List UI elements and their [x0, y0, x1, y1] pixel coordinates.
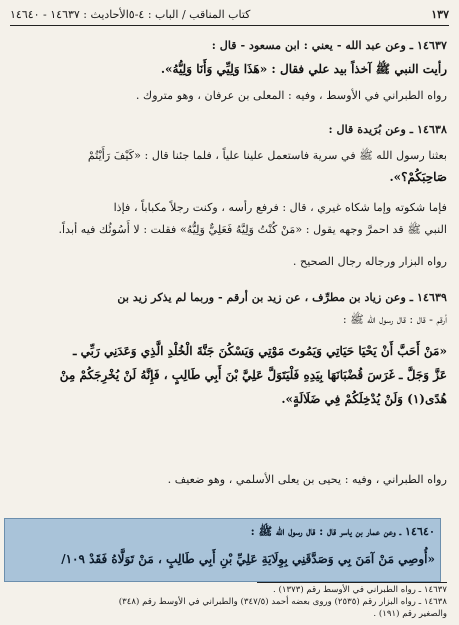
hadith-14638-grading: رواه البزار ورجاله رجال الصحيح . — [292, 255, 447, 268]
hadith-14639-grading: رواه الطبراني ، وفيه : يحيى بن يعلى الأسلمي ، وهو ضعيف . — [167, 473, 447, 486]
hadith-14639-text-line3: هُدًى(١) وَلَنْ يُدْخِلَكُمْ فِي ضَلَالَةٍ». — [281, 392, 447, 406]
footnote-14638-line2: والصغير رقم (١٩١) . — [373, 609, 447, 619]
footnote-rule — [257, 582, 447, 583]
hadith-14638-text-line3: فإما شكوته وإما شكاه غيري ، قال : فرفع رأسه ، وكنت رجلاً مكباباً ، فإذا — [113, 201, 447, 214]
hadith-14640-heading: ١٤٦٤٠ ـ وعن عمار بن ياسر قال : قال رسول الله ﷺ : — [250, 524, 435, 538]
hadith-14638-text-line1: بعثنا رسول الله ﷺ في سرية فاستعمل علينا علياً ، فلما جئنا قال : «كَيْفَ رَأَيْتُمْ — [87, 149, 447, 162]
hadith-14639-text-line2: عَزَّ وَجَلَّ ـ غَرَسَ قُضْبَانَهَا بِيَدِهِ فَلْيَتَوَلَّ عَلِيَّ بْنَ أَبِي طَالِبٍ ، فَإِنَّهُ لَنْ يُخْرِجَكُمْ مِنْ — [59, 368, 447, 382]
hadith-14638-text-line2: صَاحِبَكُمْ؟». — [389, 170, 447, 184]
hadith-14637-grading: رواه الطبراني في الأوسط ، وفيه : المعلى بن عرفان ، وهو متروك . — [135, 89, 447, 102]
hadith-14637-text: رأيت النبي ﷺ آخذاً بيد علي فقال : «هَذَا وَلِيِّي وَأَنَا وَلِيُّهُ». — [160, 62, 447, 76]
hadith-14638-heading: ١٤٦٣٨ ـ وعن بُرَيدة قال : — [328, 122, 447, 136]
hadith-14638-text-line4: النبي ﷺ قد احمرَّ وجهه يقول : «مَنْ كُنْتُ وَلِيَّهُ فَعَلِيٌّ وَلِيُّهُ» فقلت : لا أَسُوئُك فيه أبداً. — [58, 223, 447, 236]
running-title: كتاب المناقب / الباب : ٤-٥الأحاديث : ١٤٦٣٧ - ١٤٦٤٠ — [10, 7, 251, 21]
page-header — [10, 4, 449, 24]
footnote-14637: ١٤٦٣٧ ـ رواه الطبراني في الأوسط رقم (١٣٧٣) . — [273, 585, 447, 595]
hadith-14639-text-line1: «مَنْ أَحَبَّ أَنْ يَحْيَا حَيَاتِي وَيَمُوتَ مَوْتِي وَيَسْكُنَ جَنَّةَ الْخُلْدِ الَّذِي وَعَدَنِي رَبِّي ـ — [72, 344, 447, 358]
hadith-14639-heading: ١٤٦٣٩ ـ وعن زياد بن مطرِّف ، عن زيد بن أرقم - وربما لم يذكر زيد بن — [117, 290, 447, 304]
header-rule — [10, 25, 449, 26]
hadith-14640-text: «أُوصِي مَنْ آمَنَ بِي وَصَدَّقَنِي بِوِلَايَةِ عَلِيِّ بْنِ أَبِي طَالِبٍ ، مَنْ تَوَلَّاهُ فَقَدْ ١٠٩/ — [61, 552, 435, 566]
hadith-14639-heading-cont: أرقم - قال : قال رسول الله ﷺ : — [342, 313, 447, 326]
page-number: ١٣٧ — [431, 7, 449, 21]
hadith-14637-heading: ١٤٦٣٧ ـ وعن عبد الله - يعني : ابن مسعود - قال : — [211, 38, 447, 52]
footnote-14638-line1: ١٤٦٣٨ ـ رواه البزار رقم (٢٥٣٥) وروى بعضه أحمد (٣٤٧/٥) والطبراني في الأوسط رقم (٣٤٨) — [118, 597, 447, 607]
